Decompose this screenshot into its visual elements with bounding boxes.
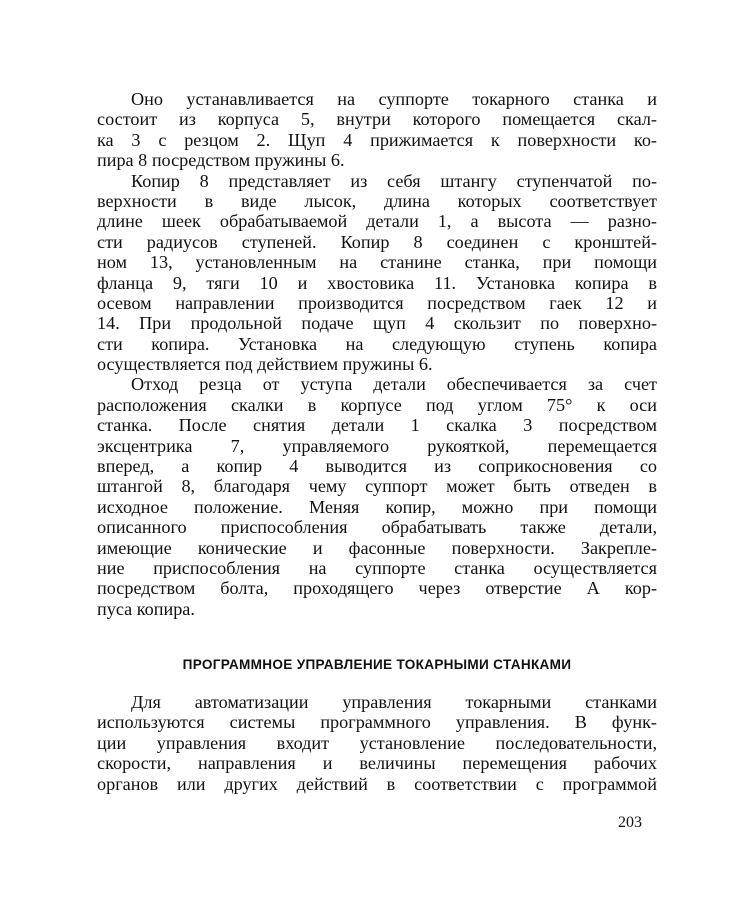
page-number: 203 xyxy=(618,814,642,831)
text-line: осуществляется под действием пружины 6. xyxy=(97,354,433,375)
text-line: вперед, а копир 4 выводится из соприкосновения со xyxy=(97,456,657,477)
text-line: расположения скалки в корпусе под углом 75° к оси xyxy=(97,394,657,415)
body-text-top xyxy=(97,89,657,619)
text-line: осевом направлении производится посредством гаек 12 и xyxy=(97,292,657,313)
text-line: сти копира. Установка на следующую ступень копира xyxy=(97,333,657,354)
text-line: состоит из корпуса 5, внутри которого помещается скал- xyxy=(97,109,657,130)
text-line: скорости, направления и величины перемещения рабочих xyxy=(97,753,657,774)
text-line: фланца 9, тяги 10 и хвостовика 11. Установка копира в xyxy=(97,272,657,293)
text-line: исходное положение. Меняя копир, можно при помощи xyxy=(97,496,657,517)
text-line: эксцентрика 7, управляемого рукояткой, перемещается xyxy=(97,435,657,456)
text-line: ние приспособления на суппорте станка осуществляется xyxy=(97,557,657,578)
text-line: описанного приспособления обрабатывать также детали, xyxy=(97,517,657,538)
text-line: используются системы программного управления. В функ- xyxy=(97,712,657,733)
text-line: верхности в виде лысок, длина которых соответствует xyxy=(97,190,657,211)
text-line: штангой 8, благодаря чему суппорт может быть отведен в xyxy=(97,476,657,497)
text-line: ном 13, установленным на станине станка, при помощи xyxy=(97,252,657,273)
text-line: ка 3 с резцом 2. Щуп 4 прижимается к поверхности ко- xyxy=(97,129,657,150)
text-line: пуса копира. xyxy=(97,598,195,619)
text-line: Копир 8 представляет из себя штангу ступенчатой по- xyxy=(131,170,657,191)
text-line: Оно устанавливается на суппорте токарного станка и xyxy=(131,89,657,109)
text-line: 14. При продольной подаче щуп 4 скользит по поверхно- xyxy=(97,313,657,334)
text-line: имеющие конические и фасонные поверхности. Закрепле- xyxy=(97,537,657,558)
body-text-bottom xyxy=(97,692,657,794)
text-line: сти радиусов ступеней. Копир 8 соединен с кронштей- xyxy=(97,231,657,252)
text-line: посредством болта, проходящего через отверстие А кор- xyxy=(97,578,657,599)
section-heading: ПРОГРАММНОЕ УПРАВЛЕНИЕ ТОКАРНЫМИ СТАНКАМИ xyxy=(182,657,572,672)
text-line: пира 8 посредством пружины 6. xyxy=(97,150,345,171)
text-line: станка. После снятия детали 1 скалка 3 посредством xyxy=(97,415,657,436)
text-line: длине шеек обрабатываемой детали 1, а высота — разно- xyxy=(97,211,657,232)
text-line: органов или других действий в соответствии с программой xyxy=(97,773,657,794)
text-line: ции управления входит установление последовательности, xyxy=(97,732,657,753)
text-line: Отход резца от уступа детали обеспечивается за счет xyxy=(131,374,657,395)
text-line: Для автоматизации управления токарными станками xyxy=(131,692,657,712)
